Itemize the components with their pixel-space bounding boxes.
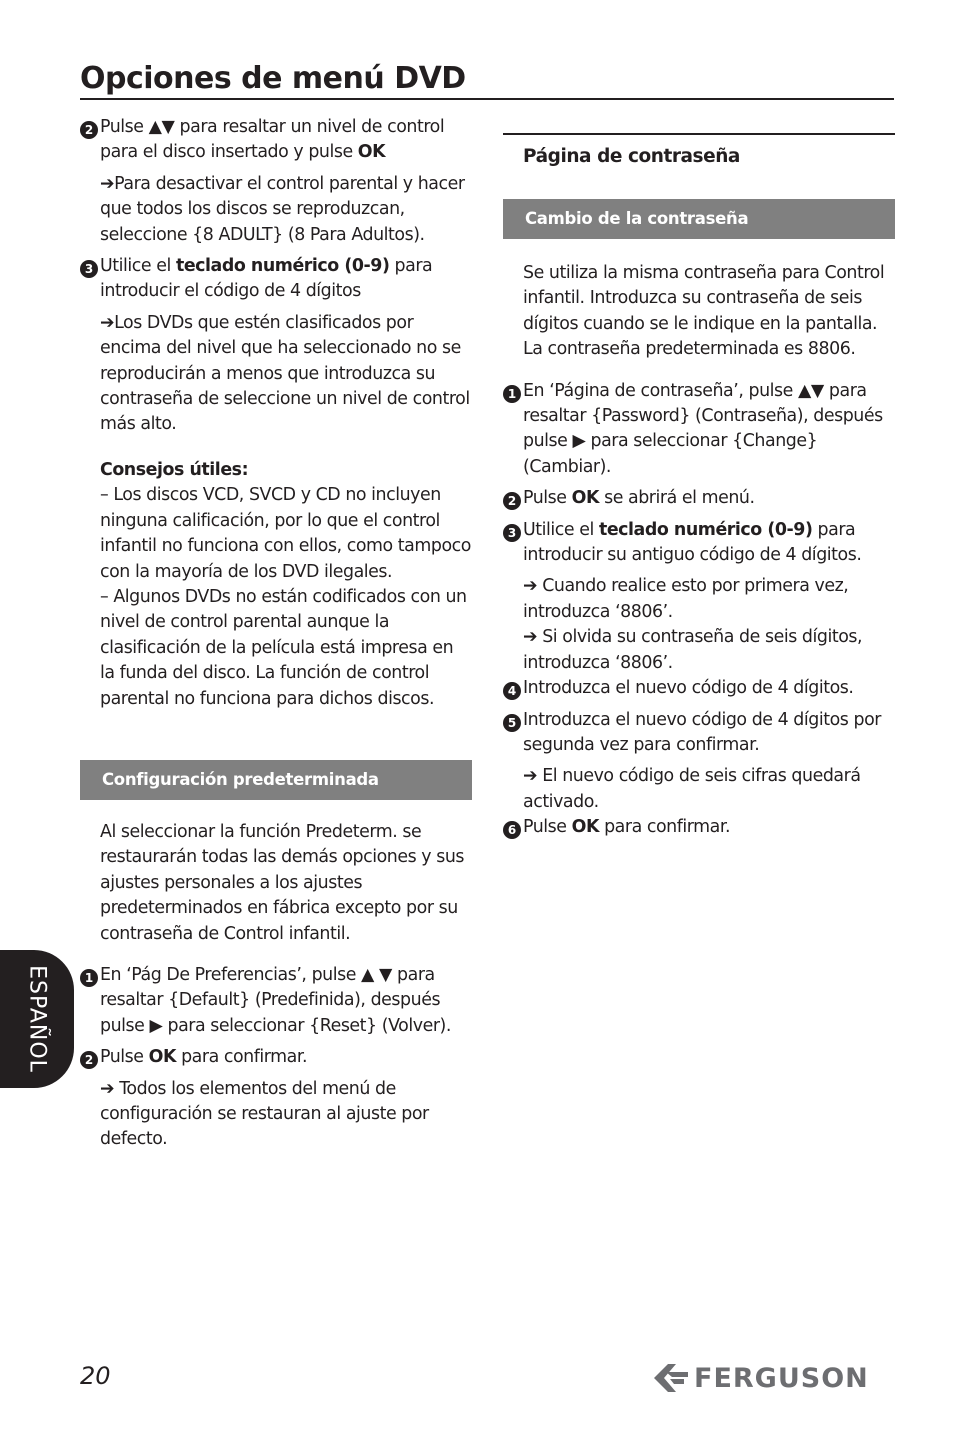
language-label: ESPAÑOL	[24, 965, 50, 1073]
note-code-activated: ➔ El nuevo código de seis cifras quedará activado.	[523, 766, 861, 812]
note-first-time: ➔ Cuando realice esto por primera vez, introduzca ‘8806’.	[523, 576, 849, 622]
step-text: Pulse	[100, 1047, 149, 1068]
step-text: para introducir el código de 4 dígitos	[100, 256, 433, 302]
note-rated-dvds: ➔Los DVDs que estén clasificados por encima del nivel que ha seleccionado no se reproducirán a menos que introduzca su contraseña de seleccione un nivel de control más alto.	[100, 312, 470, 435]
step-text: Introduzca el nuevo código de 4 dígitos por segunda vez para confirmar.	[523, 709, 881, 755]
right-column	[503, 133, 895, 847]
step-number: 2	[80, 1051, 98, 1069]
step-text: En ‘Pág De Preferencias’, pulse ▲ ▼ para resaltar {Default} (Predefinida), después pulse ▶ para seleccionar {Reset} (Volver).	[100, 964, 451, 1036]
step-number: 5	[503, 714, 521, 732]
title-rule	[80, 98, 894, 100]
ok-key: OK	[571, 488, 599, 509]
numeric-keypad-label: teclado numérico (0-9)	[175, 256, 390, 277]
step-text: para confirmar.	[599, 817, 731, 838]
step-text: Pulse ▲▼ para resaltar un nivel de control para el disco insertado y pulse	[100, 117, 445, 163]
default-config-intro: Al seleccionar la función Predeterm. se restaurarán todas las demás opciones y sus ajustes personales a los ajustes predeterminados en fábrica excepto por su contraseña de Control infantil.	[100, 821, 465, 944]
step-text: Pulse	[523, 817, 572, 838]
note-reset-all: ➔ Todos los elementos del menú de configuración se restauran al ajuste por defecto.	[100, 1078, 429, 1150]
step-text: Utilice el	[523, 519, 599, 540]
left-column	[80, 115, 472, 1159]
step-number: 2	[80, 121, 98, 139]
ferguson-logo-icon	[654, 1364, 688, 1392]
brand-name: FERGUSON	[694, 1362, 869, 1394]
step-text: Utilice el	[100, 256, 176, 277]
step-text: En ‘Página de contraseña’, pulse ▲▼ para resaltar {Password} (Contraseña), después pulse ▶ para seleccionar {Change} (Cambiar).	[523, 380, 883, 477]
step-text: se abrirá el menú.	[599, 488, 755, 509]
tip-vcd: – Los discos VCD, SVCD y CD no incluyen ninguna calificación, por lo que el control infantil no funciona con ellos, como tampoco con la mayoría de los DVD ilegales.	[100, 485, 471, 582]
password-page-heading: Página de contraseña	[523, 146, 740, 167]
step-2-confirm	[80, 1045, 472, 1070]
step-number: 1	[503, 385, 521, 403]
section-bar-change-password: Cambio de la contraseña	[503, 199, 895, 239]
section-bar-default-config: Configuración predeterminada	[80, 760, 472, 800]
step-number: 4	[503, 682, 521, 700]
step-text: Introduzca el nuevo código de 4 dígitos.	[523, 678, 854, 699]
step-1-password-page	[503, 379, 895, 481]
numeric-keypad-label: teclado numérico (0-9)	[598, 519, 813, 540]
ok-key: OK	[357, 142, 386, 163]
note-forgot-password: ➔ Si olvida su contraseña de seis dígitos, introduzca ‘8806’.	[523, 627, 863, 673]
page-number: 20	[80, 1362, 111, 1390]
step-number: 1	[80, 969, 98, 987]
brand-logo	[654, 1360, 869, 1396]
step-number: 3	[80, 260, 98, 278]
step-3-enter-code	[80, 254, 472, 305]
step-number: 2	[503, 492, 521, 510]
ok-key: OK	[148, 1047, 176, 1068]
tip-uncoded-dvd: – Algunos DVDs no están codificados con un nivel de control parental aunque la clasificación de la película está impresa en la funda del disco. La función de control parental no funciona para dichos discos.	[100, 586, 467, 709]
step-text: para confirmar.	[176, 1047, 308, 1068]
step-4-new-code	[503, 676, 895, 701]
step-2-open-menu	[503, 486, 895, 511]
step-text: Pulse	[523, 488, 572, 509]
language-tab	[0, 950, 74, 1088]
step-5-confirm-code	[503, 708, 895, 759]
section-rule	[503, 133, 895, 135]
ok-key: OK	[571, 817, 599, 838]
step-number: 3	[503, 524, 521, 542]
step-1-default	[80, 963, 472, 1039]
page-title: Opciones de menú DVD	[80, 61, 466, 96]
password-intro: Se utiliza la misma contraseña para Control infantil. Introduzca su contraseña de seis dígitos cuando se le indique en la pantalla. La contraseña predeterminada es 8806.	[523, 263, 885, 360]
step-2-parental-level	[80, 115, 472, 166]
step-text: para introducir su antiguo código de 4 dígitos.	[523, 519, 862, 566]
step-6-confirm	[503, 815, 895, 840]
step-number: 6	[503, 821, 521, 839]
tips-heading: Consejos útiles:	[100, 459, 249, 480]
note-disable-parental: ➔Para desactivar el control parental y hacer que todos los discos se reproduzcan, seleccione {8 ADULT} (8 Para Adultos).	[100, 173, 465, 245]
step-3-old-code	[503, 518, 895, 569]
